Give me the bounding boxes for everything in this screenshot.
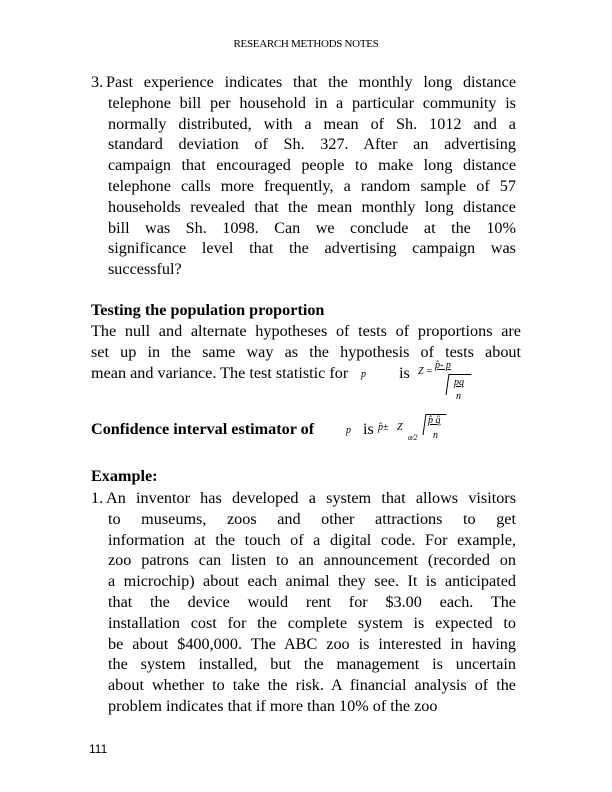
section-line: The null and alternate hypotheses of tests of proportions are (91, 322, 521, 340)
section-line: mean and variance. The test statistic for (91, 364, 349, 382)
text-line: bill was Sh. 1098. Can we conclude at the 10% (108, 218, 516, 237)
text-line: An inventor has developed a system that allows visitors (106, 489, 516, 507)
text-line: significance level that the advertising campaign was (108, 239, 516, 258)
section-line: set up in the same way as the hypothesis of tests about (91, 343, 521, 361)
text-line: households revealed that the mean monthly long distance (108, 197, 516, 216)
text-line: to museums, zoos and other attractions to get (108, 509, 516, 528)
text-line: normally distributed, with a mean of Sh. 1012 and a (108, 114, 516, 133)
text-line: the system installed, but the management is uncertain (108, 655, 516, 674)
text-line: Past experience indicates that the monthly long distance (106, 73, 516, 91)
example-title: Example: (91, 467, 158, 485)
ci-label: Confidence interval estimator of (91, 420, 315, 438)
list-number: 1. (91, 489, 104, 507)
text-line: campaign that encouraged people to make long distance (108, 156, 516, 175)
text-line: be about $400,000. The ABC zoo is interested in having (108, 634, 516, 653)
text-line: successful? (108, 260, 182, 279)
text-line: standard deviation of Sh. 327. After an advertising (108, 135, 516, 154)
text-line: that the device would rent for $3.00 each. The (108, 593, 516, 611)
formula-p: p (346, 425, 351, 436)
formula-p: p (361, 369, 366, 380)
list-number: 3. (91, 73, 104, 91)
text-line: about whether to take the risk. A financial analysis of the (108, 676, 516, 695)
is-text: is (363, 420, 374, 438)
text-line: zoo patrons can listen to an announcement (recorded on (108, 551, 516, 570)
running-header: RESEARCH METHODS NOTES (233, 38, 379, 50)
document-page: RESEARCH METHODS NOTES 3. Past experience indicates that the monthly long distance telephone bill per household in a particular community is normally distributed, with a mean of Sh. 1012 and a standard deviation of Sh. 327. After an advertising campaign that encouraged people to make long distance telephone calls more frequently, a random sample of 57 households revealed that the mean monthly long distance bill was Sh. 1098. Can we conclude at the 10% significance level that the advertising campaign was successful? Testing the population proportion The null and alternate hypotheses of tests of proportions are set up in the same way as the hypothesis of tests about mean and variance. The test statistic for p is Z = p̂- p pq n Confidence interval estimator of p is p̂± Z α⁄2 p̂ q̂ n Example: 1. An inventor has developed a system that allows visitors to museums, zoos and other attractions to get information at the touch of a digital code. For example, zoo patrons can listen to an announcement (recorded on a microchip) about each animal they see. It is anticipated that the device would rent for $3.00 each. The installation cost for the complete system is expected to be about $400,000. The ABC zoo is interested in having the system installed, but the management is uncertain about whether to take the risk. A financial analysis of the problem indicates that if more than 10% of the zoo 111 (0, 0, 612, 792)
text-line: a microchip) about each animal they see. It is anticipated (108, 572, 516, 591)
page-number: 111 (89, 742, 108, 756)
is-text: is (399, 364, 410, 382)
text-line: installation cost for the complete system is expected to (108, 613, 516, 632)
text-line: problem indicates that if more than 10% of the zoo (108, 697, 438, 715)
text-line: telephone calls more frequently, a random sample of 57 (108, 177, 516, 195)
text-line: information at the touch of a digital code. For example, (108, 530, 516, 549)
text-line: telephone bill per household in a particular community is (108, 93, 516, 112)
section-title: Testing the population proportion (91, 301, 325, 319)
